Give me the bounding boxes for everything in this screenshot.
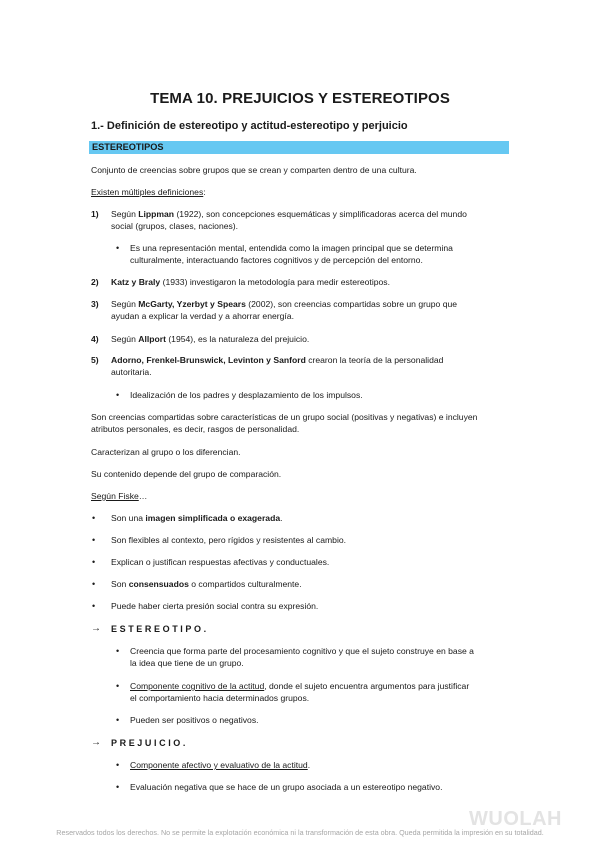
prejuicio-label: PREJUICIO.	[111, 738, 189, 748]
item-3-number: 3)	[91, 299, 99, 309]
fiske-bullet-4-pre: Son	[111, 579, 129, 589]
item-1-pre: Según	[111, 209, 139, 219]
paragraph-1-line2: atributos personales, es decir, rasgos de personalidad.	[91, 424, 300, 434]
item-5-line1	[111, 354, 443, 366]
fiske-heading-dots: …	[138, 491, 148, 501]
copyright-footer: Reservados todos los derechos. No se permite la explotación económica ni la transformación de esta obra. Queda permitida la impresión en su totalidad.	[56, 828, 544, 837]
fiske-bullet-1-post: .	[280, 513, 283, 523]
estereotipo-arrow-icon: →	[91, 623, 101, 634]
estereotipo-label: ESTEREOTIPO.	[111, 624, 209, 634]
item-1-line1	[111, 208, 467, 220]
estereotipo-bullet-2-underlined: Componente cognitivo de la actitud	[130, 681, 265, 691]
paragraph-3: Su contenido depende del grupo de comparación.	[91, 469, 282, 479]
item-3-post: (2002), son creencias compartidas sobre un grupo que	[245, 299, 458, 309]
fiske-bullet-3: Explican o justifican respuestas afectivas y conductuales.	[111, 557, 330, 567]
fiske-bullet-4	[111, 578, 302, 590]
fiske-heading	[91, 490, 147, 502]
item-5-post: crearon la teoría de la personalidad	[305, 355, 444, 365]
item-1-author: Lippman	[138, 209, 175, 219]
estereotipo-bullet-2-line1	[130, 680, 469, 692]
item-4-post: (1954), es la naturaleza del prejuicio.	[165, 334, 310, 344]
item-1-sub-line2: culturalmente, interactuando factores cognitivos y de percepción del entorno.	[130, 255, 423, 265]
paragraph-2: Caracterizan al grupo o los diferencian.	[91, 447, 241, 457]
fiske-bullet-4-post: o compartidos culturalmente.	[188, 579, 302, 589]
definitions-heading	[91, 186, 206, 198]
paragraph-1-line1: Son creencias compartidas sobre características de un grupo social (positivas y negativas) e incluyen	[91, 412, 478, 422]
item-3-author: McGarty, Yzerbyt y Spears	[138, 299, 246, 309]
item-4-author: Allport	[138, 334, 166, 344]
fiske-bullet-1	[111, 512, 283, 524]
prejuicio-bullet-1-post: .	[307, 760, 311, 770]
section-banner	[89, 141, 509, 154]
fiske-bullet-1-pre: Son una	[111, 513, 146, 523]
item-4-line	[111, 333, 309, 345]
item-5-line2: autoritaria.	[111, 367, 152, 377]
item-1-sub-bullet: •	[116, 243, 120, 253]
estereotipo-bullet-3: Pueden ser positivos o negativos.	[130, 715, 259, 725]
prejuicio-bullet-1-dot: •	[116, 760, 120, 770]
prejuicio-bullet-2-dot: •	[116, 782, 120, 792]
fiske-bullet-5: Puede haber cierta presión social contra su expresión.	[111, 601, 319, 611]
estereotipo-bullet-1-line1: Creencia que forma parte del procesamiento cognitivo y que el sujeto construye en base a	[130, 646, 474, 656]
fiske-bullet-2-dot: •	[92, 535, 96, 545]
item-5-authors: Adorno, Frenkel-Brunswick, Levinton y Sanford	[111, 355, 306, 365]
item-1-post: (1922), son concepciones esquemáticas y simplificadoras acerca del mundo	[174, 209, 467, 219]
item-2-line	[111, 276, 390, 288]
item-2-post: (1933) investigaron la metodología para medir estereotipos.	[160, 277, 390, 287]
item-5-sub: Idealización de los padres y desplazamiento de los impulsos.	[130, 390, 363, 400]
prejuicio-bullet-2: Evaluación negativa que se hace de un grupo asociada a un estereotipo negativo.	[130, 782, 443, 792]
prejuicio-bullet-1-underlined: Componente afectivo y evaluativo de la actitud	[130, 760, 308, 770]
estereotipo-bullet-2-dot: •	[116, 681, 120, 691]
item-3-line1	[111, 298, 457, 310]
estereotipo-bullet-3-dot: •	[116, 715, 120, 725]
item-1-number: 1)	[91, 209, 99, 219]
item-4-number: 4)	[91, 334, 99, 344]
prejuicio-arrow-icon: →	[91, 737, 101, 748]
estereotipo-bullet-1-dot: •	[116, 646, 120, 656]
document-title: TEMA 10. PREJUICIOS Y ESTEREOTIPOS	[150, 90, 450, 107]
estereotipo-bullet-1-line2: la idea que tiene de un grupo.	[130, 658, 244, 668]
fiske-bullet-1-bold: imagen simplificada o exagerada	[145, 513, 281, 523]
item-5-sub-bullet: •	[116, 390, 120, 400]
definitions-heading-colon: :	[203, 187, 206, 197]
fiske-bullet-5-dot: •	[92, 601, 96, 611]
item-2-author: Katz y Braly	[111, 277, 161, 287]
prejuicio-bullet-1	[130, 759, 310, 771]
item-2-number: 2)	[91, 277, 99, 287]
estereotipo-bullet-2-line2: el comportamiento hacia determinados grupos.	[130, 693, 310, 703]
estereotipo-bullet-2-post: , donde el sujeto encuentra argumentos para justificar	[264, 681, 470, 691]
section-heading: 1.- Definición de estereotipo y actitud-estereotipo y perjuicio	[91, 120, 408, 132]
item-1-line2: social (grupos, clases, naciones).	[111, 221, 239, 231]
watermark-logo: WUOLAH	[469, 808, 562, 830]
fiske-bullet-2: Son flexibles al contexto, pero rígidos y resistentes al cambio.	[111, 535, 347, 545]
item-5-number: 5)	[91, 355, 99, 365]
intro-text: Conjunto de creencias sobre grupos que se crean y comparten dentro de una cultura.	[91, 165, 417, 175]
definitions-heading-label: Existen múltiples definiciones	[91, 187, 204, 197]
fiske-bullet-4-dot: •	[92, 579, 96, 589]
item-4-pre: Según	[111, 334, 139, 344]
fiske-bullet-1-dot: •	[92, 513, 96, 523]
fiske-heading-label: Según Fiske	[91, 491, 139, 501]
banner-label: ESTEREOTIPOS	[92, 142, 164, 152]
fiske-bullet-4-bold: consensuados	[128, 579, 189, 589]
item-1-sub-line1: Es una representación mental, entendida como la imagen principal que se determina	[130, 243, 453, 253]
fiske-bullet-3-dot: •	[92, 557, 96, 567]
item-3-pre: Según	[111, 299, 139, 309]
item-3-line2: ayudan a explicar la verdad y a ahorrar energía.	[111, 311, 294, 321]
